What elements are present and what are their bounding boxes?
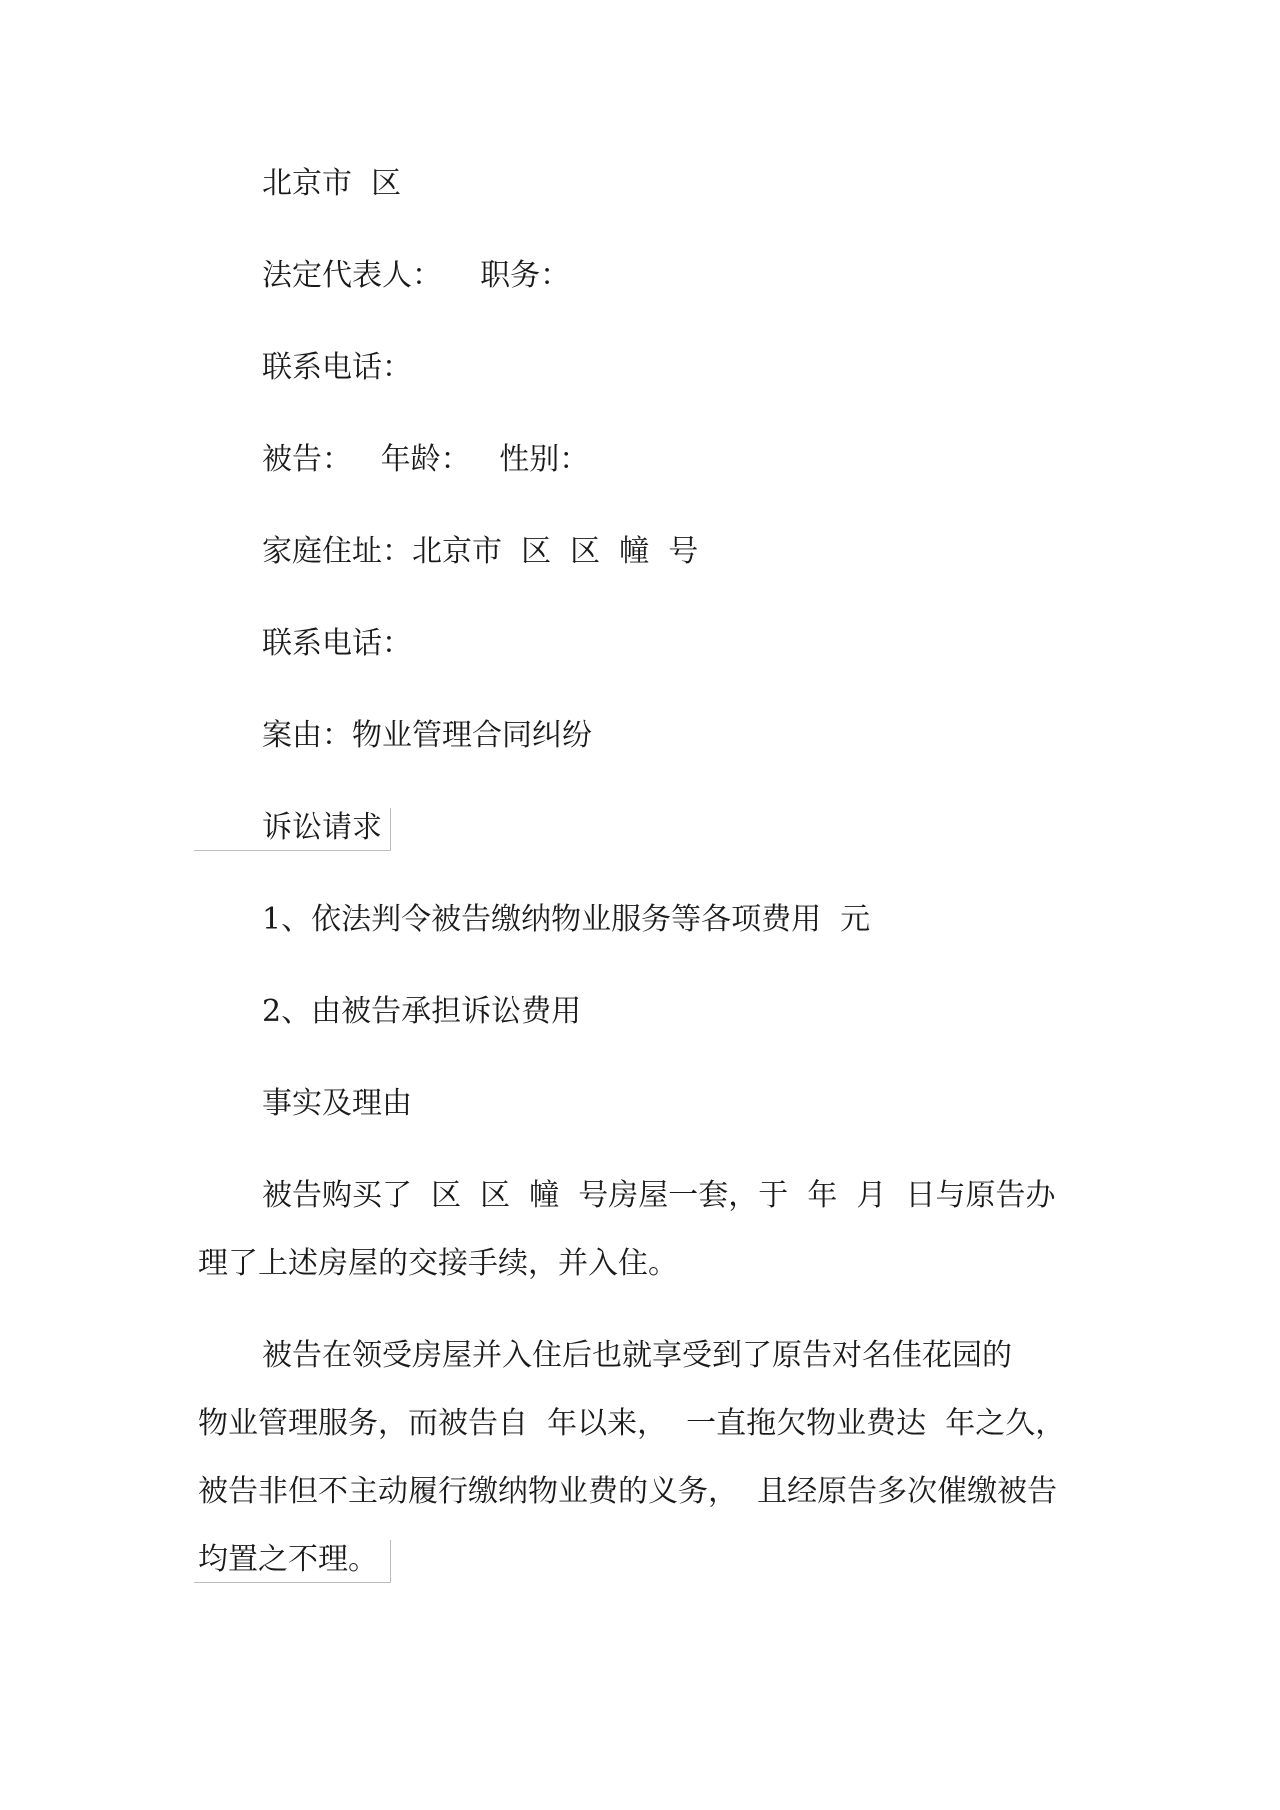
section-heading-claims: 诉讼请求 xyxy=(262,810,382,845)
defendant-info: 被告： 年龄： 性别： xyxy=(262,442,590,477)
paragraph-2-line-1: 被告在领受房屋并入住后也就享受到了原告对名佳花园的 xyxy=(262,1338,1012,1373)
plaintiff-phone: 联系电话： xyxy=(262,350,412,385)
section-heading-facts: 事实及理由 xyxy=(262,1086,412,1121)
defendant-phone: 联系电话： xyxy=(262,626,412,661)
legal-representative: 法定代表人： 职务： xyxy=(262,258,571,293)
claim-item-2: 2、由被告承担诉讼费用 xyxy=(262,994,582,1029)
corner-mark xyxy=(194,808,391,851)
defendant-address: 家庭住址：北京市 区 区 幢 号 xyxy=(262,534,699,569)
paragraph-1-line-1: 被告购买了 区 区 幢 号房屋一套，于 年 月 日与原告办 xyxy=(262,1178,1056,1213)
claim-item-1: 1、依法判令被告缴纳物业服务等各项费用 元 xyxy=(262,902,871,937)
paragraph-2-line-4: 均置之不理。 xyxy=(198,1542,378,1577)
paragraph-2-line-2: 物业管理服务，而被告自 年以来， 一直拖欠物业费达 年之久， xyxy=(198,1406,1066,1441)
corner-mark xyxy=(194,1540,391,1583)
plaintiff-address: 北京市 区 xyxy=(262,166,402,201)
paragraph-1-line-2: 理了上述房屋的交接手续，并入住。 xyxy=(198,1246,678,1281)
paragraph-2-line-3: 被告非但不主动履行缴纳物业费的义务， 且经原告多次催缴被告 xyxy=(198,1474,1058,1509)
case-cause: 案由：物业管理合同纠纷 xyxy=(262,718,592,753)
